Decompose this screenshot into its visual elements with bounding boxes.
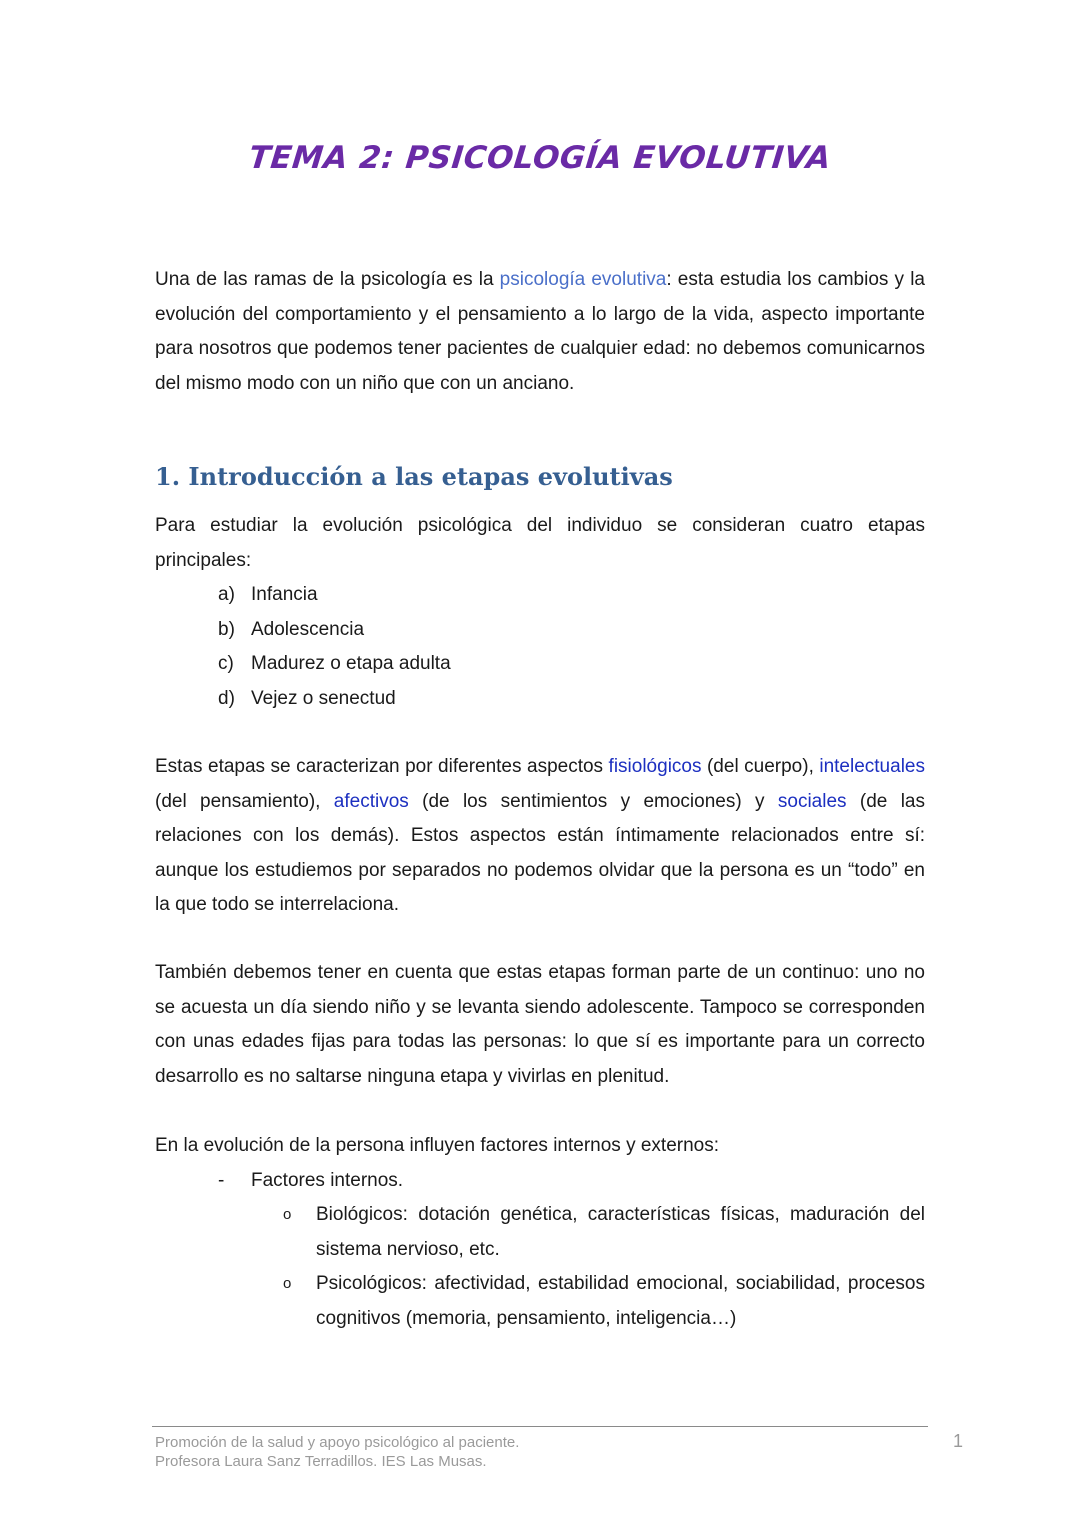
aspects-text: Estas etapas se caracterizan por diferentes aspectos — [155, 756, 609, 777]
stage-label: Infancia — [251, 584, 318, 605]
intro-paragraph — [155, 263, 925, 401]
circle-bullet-icon: o — [283, 1275, 292, 1292]
list-item — [218, 613, 451, 648]
list-item — [283, 1267, 925, 1336]
factors-lead-paragraph: En la evolución de la persona influyen factores internos y externos: — [155, 1135, 719, 1156]
footer-course: Promoción de la salud y apoyo psicológico al paciente. — [155, 1434, 520, 1451]
continuum-paragraph: También debemos tener en cuenta que estas etapas forman parte de un continuo: uno no se acuesta un día siendo niño y se levanta siendo adolescente. Tampoco se corresponden con unas edades fijas para todas las personas: lo que sí es importante para un correcto desarrollo es no saltarse ninguna etapa y vivirlas en plenitud. — [155, 962, 925, 1087]
list-marker: a) — [218, 584, 235, 605]
stage-label: Madurez o etapa adulta — [251, 653, 451, 674]
keyword-intelectuales: intelectuales — [819, 756, 925, 777]
dash-bullet: - — [218, 1170, 225, 1191]
keyword-fisiologicos: fisiológicos — [608, 756, 702, 777]
list-marker: d) — [218, 687, 235, 709]
page-footer — [155, 1433, 519, 1471]
psicologia-evolutiva-link[interactable]: psicología evolutiva — [499, 269, 667, 290]
aspects-text: (de las relaciones con los demás). Estos aspectos están íntimamente relacionados entre sí: aunque los estudiemos por separados no podemos olvidar que la persona es un “todo” en la que todo se interrelaciona. — [155, 790, 925, 915]
footer-author: Profesora Laura Sanz Terradillos. IES Las Musas. — [155, 1453, 487, 1470]
stages-list — [218, 578, 451, 716]
factors-sublist — [283, 1198, 925, 1336]
factors-list — [218, 1164, 925, 1199]
stage-label: Adolescencia — [251, 618, 365, 640]
list-item — [283, 1198, 925, 1267]
list-item — [218, 578, 451, 613]
page-number: 1 — [953, 1431, 964, 1451]
intro-text: Una de las ramas de la psicología es la — [155, 269, 500, 290]
keyword-sociales: sociales — [777, 790, 847, 812]
list-item — [218, 682, 451, 717]
aspects-text: (del pensamiento), — [155, 790, 334, 812]
stages-lead-paragraph: Para estudiar la evolución psicológica del individuo se consideran cuatro etapas principales: — [155, 515, 925, 571]
section-heading: 1. Introducción a las etapas evolutivas — [155, 462, 673, 491]
list-marker: b) — [218, 618, 235, 640]
circle-bullet-icon: o — [283, 1206, 292, 1223]
factor-psicologicos: Psicológicos: afectividad, estabilidad emocional, sociabilidad, procesos cognitivos (memoria, pensamiento, inteligencia…) — [316, 1273, 925, 1329]
aspects-text: (de los sentimientos y emociones) y — [408, 790, 778, 812]
footer-divider — [152, 1426, 928, 1427]
document-title: TEMA 2: PSICOLOGÍA EVOLUTIVA — [247, 140, 833, 176]
list-item — [218, 647, 451, 682]
aspects-paragraph — [155, 750, 925, 923]
factor-biologicos: Biológicos: dotación genética, características físicas, maduración del sistema nervioso, etc. — [316, 1204, 925, 1260]
keyword-afectivos: afectivos — [333, 790, 409, 812]
list-item — [218, 1164, 925, 1199]
aspects-text: (del cuerpo), — [701, 756, 820, 777]
list-marker: c) — [218, 653, 234, 674]
factors-internos-label: Factores internos. — [251, 1170, 404, 1191]
stage-label: Vejez o senectud — [251, 687, 396, 709]
intro-text-rest: : esta estudia los cambios y la evolución del comportamiento y el pensamiento a lo largo de la vida, aspecto importante para nosotros que podemos tener pacientes de cualquier edad: no debemos comunicarnos del mismo modo con un niño que con un anciano. — [155, 269, 925, 394]
